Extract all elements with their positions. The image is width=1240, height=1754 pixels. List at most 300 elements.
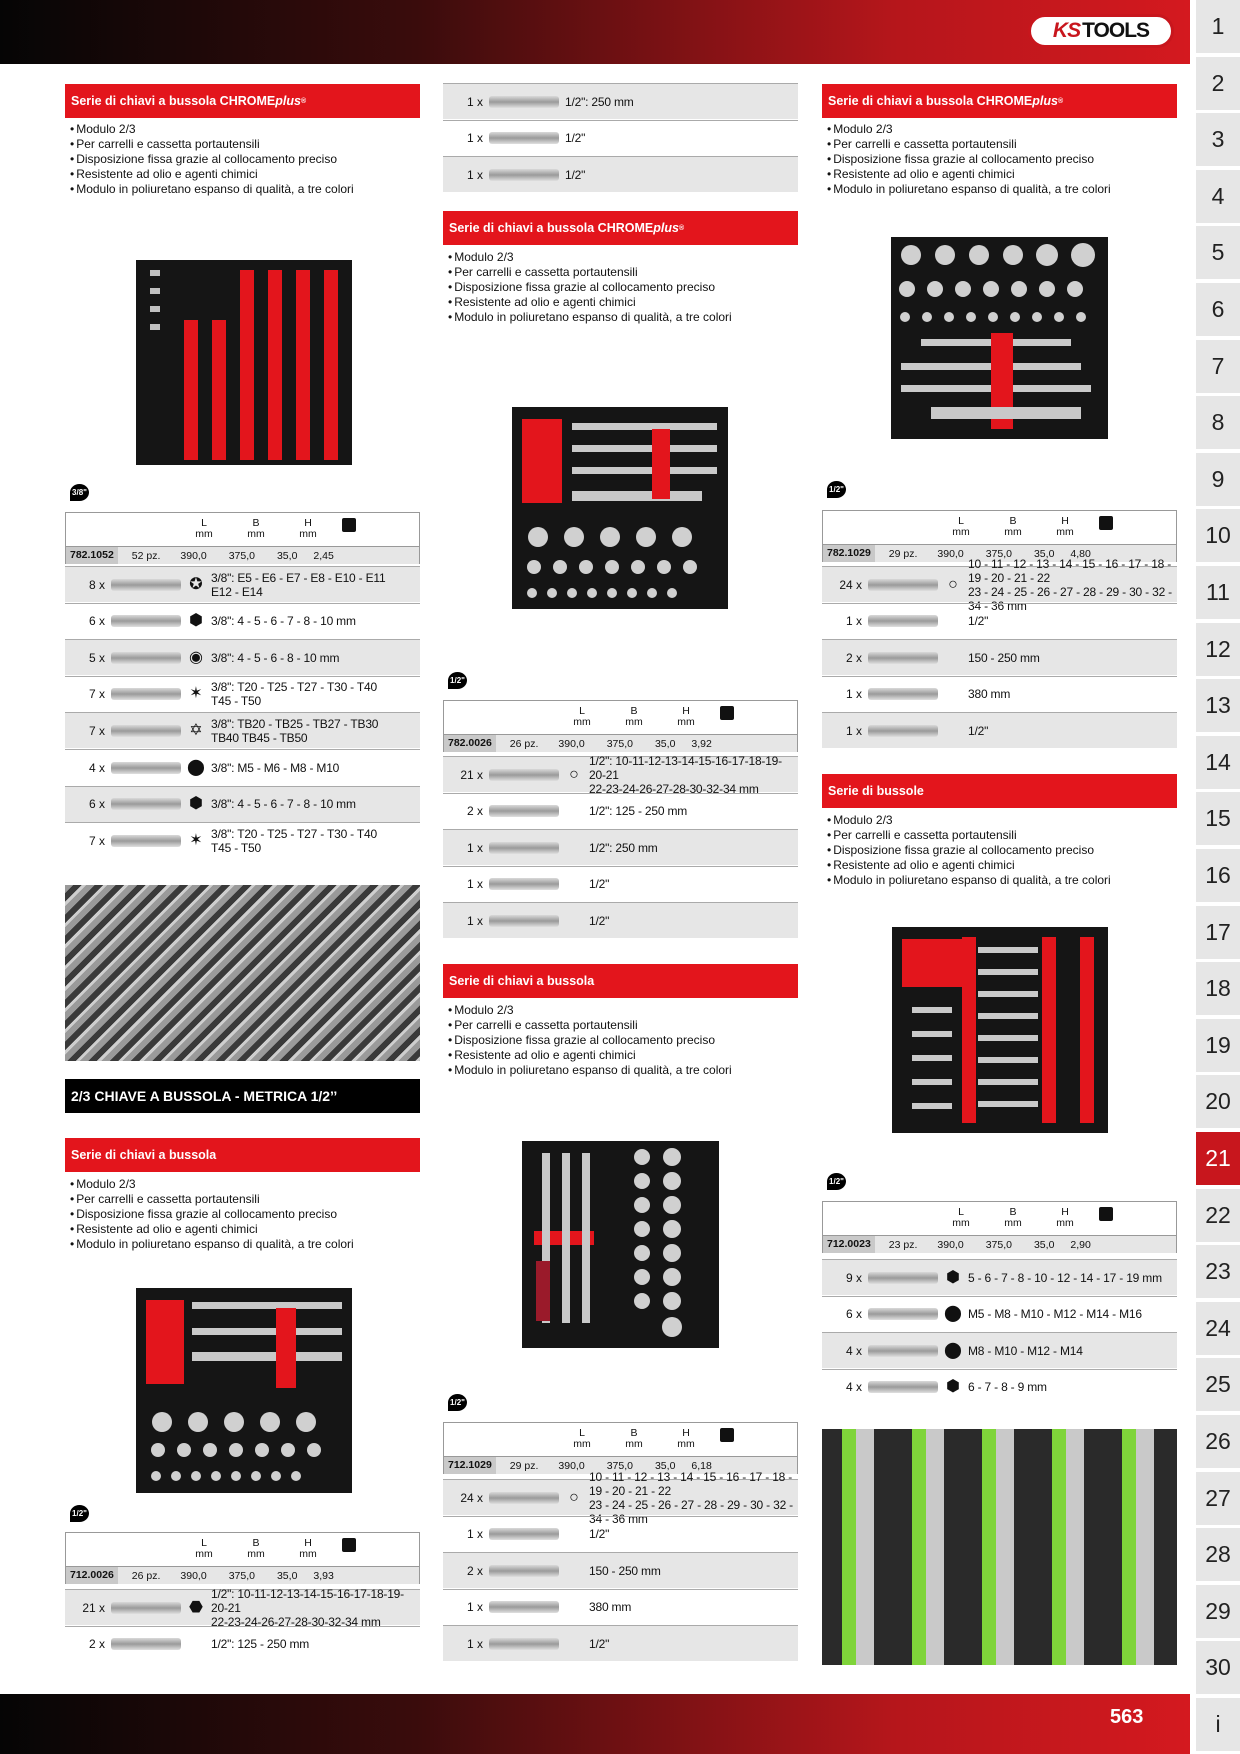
feature-item: • Per carrelli e cassetta portautensili [827,137,1177,152]
chapter-tab-2[interactable]: 2 [1196,57,1240,110]
description-line: 1/2" [968,614,989,629]
quantity: 1 x [466,1636,483,1651]
col-b [993,1207,1033,1229]
chapter-tab-11[interactable]: 11 [1196,566,1240,619]
description-line: 3/8": 4 - 5 - 6 - 7 - 8 - 10 mm [211,614,356,629]
tool-image [489,1638,559,1650]
feature-item: • Resistente ad olio e agenti chimici [70,167,420,182]
feature-item: • Resistente ad olio e agenti chimici [827,858,1177,873]
col-b [614,706,654,728]
spec-header [66,1533,419,1567]
feature-item: • Modulo 2/3 [70,122,420,137]
feature-item: • Per carrelli e cassetta portautensili [448,265,798,280]
item-description [211,680,377,708]
tool-image [111,579,181,591]
col-h [1045,1207,1085,1229]
profile-icon [944,722,962,740]
tool-image [489,1565,559,1577]
quantity: 4 x [845,1343,862,1358]
content-row [443,1552,798,1588]
quantity: 1 x [466,131,483,146]
quantity: 1 x [466,167,483,182]
description-line: 1/2": 125 - 250 mm [211,1637,310,1652]
spec-code: 782.1029 [823,545,875,562]
feature-list [448,250,798,325]
col-unit: mm [195,528,213,540]
tool-image [489,915,559,927]
weight-icon [1099,516,1113,530]
spec-w: 3,93 [313,1569,334,1582]
col-unit: mm [299,1548,317,1560]
feature-item: • Resistente ad olio e agenti chimici [448,1048,798,1063]
weight-icon [1099,1207,1113,1221]
content-row [443,156,798,192]
chapter-tab-30[interactable]: 30 [1196,1641,1240,1694]
profile-icon [565,912,583,930]
quantity: 1 x [466,840,483,855]
content-row [443,829,798,865]
description-line: 5 - 6 - 7 - 8 - 10 - 12 - 14 - 17 - 19 mm [968,1270,1162,1285]
drive-size-badge: 1/2" [827,1173,846,1190]
description-line: 1/2" [565,131,586,146]
item-description [589,754,798,796]
content-row [822,1332,1177,1368]
col-label: B [252,1537,260,1549]
quantity: 1 x [845,614,862,629]
weight-icon [720,706,734,720]
quantity: 7 x [88,833,105,848]
quantity: 1 x [466,1600,483,1615]
product-heading: Serie di chiavi a bussola CHROME plus ® [65,84,420,118]
chapter-tab-6[interactable]: 6 [1196,283,1240,336]
chapter-tab-28[interactable]: 28 [1196,1528,1240,1581]
profile-icon: ✪ [189,575,203,593]
spec-b: 375,0 [228,1569,255,1582]
tool-image [489,1492,559,1504]
profile-icon: ⬢ [189,795,203,813]
spec-l: 390,0 [937,1238,964,1251]
spec-h: 35,0 [1033,1238,1055,1251]
drive-size-badge: 1/2" [70,1505,89,1522]
profile-icon [187,1635,205,1653]
item-description [211,1587,420,1629]
product-heading: Serie di chiavi a bussola CHROME plus ® [822,84,1177,118]
chapter-tab-16[interactable]: 16 [1196,849,1240,902]
quantity: 1 x [466,94,483,109]
spec-b: 375,0 [228,549,255,562]
item-description [211,571,385,599]
col-h [666,706,706,728]
content-row [65,712,420,748]
description-line: M5 - M8 - M10 - M12 - M14 - M16 [968,1307,1142,1322]
spec-l: 390,0 [558,737,585,750]
feature-item: • Modulo in poliuretano espanso di qualità, a tre colori [448,310,798,325]
chapter-tab-24[interactable]: 24 [1196,1302,1240,1355]
tool-image [868,1345,938,1357]
feature-item: • Modulo in poliuretano espanso di qualità, a tre colori [70,182,420,197]
chapter-tab-i[interactable]: i [1196,1698,1240,1751]
profile-icon [565,1525,583,1543]
chapter-tab-20[interactable]: 20 [1196,1075,1240,1128]
profile-icon: ○ [569,1488,579,1506]
col-l [184,518,224,540]
description-line: 3/8": E5 - E6 - E7 - E8 - E10 - E11 [211,570,386,585]
feature-list [448,1003,798,1078]
item-description [968,1380,1047,1394]
col-h [288,1538,328,1560]
feature-item: • Disposizione fissa grazie al collocamento preciso [70,1207,420,1222]
chapter-tab-18[interactable]: 18 [1196,962,1240,1015]
content-row [822,1296,1177,1332]
col-l [941,516,981,538]
quantity: 7 x [88,687,105,702]
spec-pcs: 52 pz. [131,549,161,562]
content-row [65,639,420,675]
quantity: 1 x [466,877,483,892]
quantity: 6 x [88,614,105,629]
product-tray-photo [892,927,1108,1133]
chapter-tab-14[interactable]: 14 [1196,736,1240,789]
feature-item: • Resistente ad olio e agenti chimici [448,295,798,310]
spec-values [66,547,419,564]
quantity: 4 x [88,760,105,775]
tool-image [489,878,559,890]
spec-table [822,1201,1177,1253]
page-number: 563 [1110,1706,1144,1728]
item-description [589,877,609,891]
item-description [968,1344,1083,1358]
sockets-display-photo [822,1429,1177,1665]
col-label: H [304,517,312,529]
col-unit: mm [247,1548,265,1560]
description-line: 3/8": T20 - T25 - T27 - T30 - T40 [211,826,377,841]
description-line: 1/2": 125 - 250 mm [589,804,688,819]
feature-list [827,813,1177,888]
product-tray-photo [522,1141,719,1348]
description-line: 150 - 250 mm [968,650,1040,665]
description-line: 1/2" [589,913,610,928]
tool-image [111,798,181,810]
content-row [65,1626,420,1662]
content-row [443,120,798,156]
description-line: 1/2": 250 mm [589,840,658,855]
description-line: 22-23-24-26-27-28-30-32-34 mm [211,1614,381,1629]
quantity: 4 x [845,1380,862,1395]
item-description [589,914,609,928]
profile-icon: ⬤ [944,1305,962,1323]
chapter-tab-22[interactable]: 22 [1196,1189,1240,1242]
profile-icon: ⬢ [946,1378,960,1396]
feature-item: • Modulo 2/3 [448,1003,798,1018]
top-banner [0,0,1190,64]
tool-image [111,835,181,847]
content-row [822,1259,1177,1295]
description-line: M8 - M10 - M12 - M14 [968,1343,1083,1358]
spec-header [444,1423,797,1457]
chapter-tab-21[interactable]: 21 [1196,1132,1240,1185]
content-row [443,866,798,902]
chapter-tab-29[interactable]: 29 [1196,1585,1240,1638]
spec-header [66,513,419,547]
description-line: 10 - 11 - 12 - 13 - 14 - 15 - 16 - 17 - 18 - 19 - 20 - 21 - 22 [968,556,1172,585]
item-description [968,1271,1162,1285]
spec-values [444,735,797,752]
description-line: 1/2" [565,167,586,182]
chapter-tab-13[interactable]: 13 [1196,679,1240,732]
chapter-tab-15[interactable]: 15 [1196,792,1240,845]
feature-item: • Disposizione fissa grazie al collocamento preciso [448,280,798,295]
tool-image [111,688,181,700]
quantity: 21 x [82,1600,105,1615]
spec-values [823,1236,1176,1253]
spec-code: 712.1029 [444,1457,496,1474]
drive-size-badge: 1/2" [448,1394,467,1411]
spec-table [65,1532,420,1584]
description-line: 1/2": 10-11-12-13-14-15-16-17-18-19-20-21 [211,1586,404,1615]
tool-image [868,615,938,627]
product-tray-photo [512,407,728,609]
spec-b: 375,0 [606,737,633,750]
description-line: 3/8": T20 - T25 - T27 - T30 - T40 [211,680,377,695]
chapter-tab-10[interactable]: 10 [1196,509,1240,562]
col-unit: mm [952,1217,970,1229]
col-h [666,1428,706,1450]
col-label: B [630,1427,638,1439]
col-b [236,1538,276,1560]
quantity: 1 x [466,913,483,928]
col-unit: mm [1056,526,1074,538]
col-label: B [1009,1206,1017,1218]
tool-image [489,1528,559,1540]
sockets-pile-photo [65,885,420,1061]
quantity: 24 x [839,577,862,592]
chapter-tab-12[interactable]: 12 [1196,623,1240,676]
content-row [443,902,798,938]
quantity: 1 x [845,687,862,702]
description-line: 3/8": TB20 - TB25 - TB27 - TB30 [211,716,379,731]
weight-icon [720,1428,734,1442]
col-h [1045,516,1085,538]
spec-pcs: 26 pz. [509,737,539,750]
spec-code: 712.0023 [823,1236,875,1253]
drive-size-badge: 1/2" [448,672,467,689]
description-line: 3/8": 4 - 5 - 6 - 8 - 10 mm [211,650,340,665]
feature-item: • Disposizione fissa grazie al collocamento preciso [827,843,1177,858]
profile-icon [565,839,583,857]
col-label: H [1061,1206,1069,1218]
quantity: 2 x [88,1637,105,1652]
content-row [65,1586,420,1629]
content-row [443,1625,798,1661]
spec-w: 3,92 [691,737,712,750]
quantity: 21 x [460,767,483,782]
spec-w: 2,90 [1070,1238,1091,1251]
tool-image [489,132,559,144]
item-description [589,841,658,855]
chapter-tab-1[interactable]: 1 [1196,0,1240,53]
feature-item: • Per carrelli e cassetta portautensili [70,1192,420,1207]
item-description [968,724,988,738]
item-description [589,1600,631,1614]
chapter-tab-5[interactable]: 5 [1196,226,1240,279]
drive-size-badge: 3/8" [70,484,89,501]
profile-icon [565,1562,583,1580]
content-row [65,603,420,639]
quantity: 6 x [88,797,105,812]
spec-h: 35,0 [1033,547,1055,560]
feature-item: • Modulo in poliuretano espanso di qualità, a tre colori [827,182,1177,197]
col-unit: mm [677,716,695,728]
col-label: H [1061,515,1069,527]
profile-icon: ◉ [189,648,203,666]
feature-item: • Modulo 2/3 [827,122,1177,137]
item-description [565,168,585,182]
feature-list [70,1177,420,1252]
description-line: 3/8": 4 - 5 - 6 - 7 - 8 - 10 mm [211,797,356,812]
feature-item: • Modulo in poliuretano espanso di qualità, a tre colori [827,873,1177,888]
profile-icon: ⬣ [189,1598,203,1616]
content-row [822,639,1177,675]
spec-b: 375,0 [985,547,1012,560]
spec-code: 782.0026 [444,735,496,752]
tool-image [111,762,181,774]
spec-code: 712.0026 [66,1567,118,1584]
profile-icon: ⬢ [189,612,203,630]
spec-header [823,1202,1176,1236]
col-unit: mm [625,716,643,728]
item-description [211,651,339,665]
chapter-tabs [1196,0,1240,1754]
profile-icon: ✶ [189,685,203,703]
chapter-tab-27[interactable]: 27 [1196,1472,1240,1525]
feature-item: • Modulo in poliuretano espanso di qualità, a tre colori [448,1063,798,1078]
chapter-tab-26[interactable]: 26 [1196,1415,1240,1468]
spec-table [443,1422,798,1474]
spec-w: 2,45 [313,549,334,562]
tool-image [868,688,938,700]
content-row [65,822,420,858]
col-unit: mm [573,1438,591,1450]
weight-icon [342,1538,356,1552]
col-unit: mm [299,528,317,540]
feature-item: • Disposizione fissa grazie al collocamento preciso [448,1033,798,1048]
spec-code: 782.1052 [66,547,118,564]
spec-header [444,701,797,735]
chapter-tab-19[interactable]: 19 [1196,1019,1240,1072]
feature-item: • Resistente ad olio e agenti chimici [70,1222,420,1237]
item-description [589,1637,609,1651]
item-description [589,1527,609,1541]
item-description [565,95,634,109]
description-line: 3/8": M5 - M6 - M8 - M10 [211,760,340,775]
spec-h: 35,0 [654,1459,676,1472]
description-line: 1/2" [589,877,610,892]
tool-image [868,1381,938,1393]
ks-tools-logo: KS TOOLS [1028,14,1174,48]
product-heading: Serie di bussole [822,774,1177,808]
profile-icon: ⬤ [944,1341,962,1359]
description-line: 1/2" [589,1636,610,1651]
feature-list [70,122,420,197]
description-line: 23 - 24 - 25 - 26 - 27 - 28 - 29 - 30 - 32 - 34 - 36 mm [589,1497,793,1526]
tool-image [489,842,559,854]
spec-header [823,511,1176,545]
col-l [562,706,602,728]
item-description [968,687,1010,701]
chapter-tab-7[interactable]: 7 [1196,340,1240,393]
content-row [65,786,420,822]
quantity: 7 x [88,723,105,738]
tool-image [489,769,559,781]
spec-table [443,700,798,752]
col-label: L [958,1206,964,1218]
spec-pcs: 26 pz. [131,1569,161,1582]
feature-item: • Per carrelli e cassetta portautensili [448,1018,798,1033]
item-description [211,1637,309,1651]
content-row [443,1516,798,1552]
item-description [565,131,585,145]
chapter-tab-4[interactable]: 4 [1196,170,1240,223]
item-description [968,651,1040,665]
content-row [65,566,420,602]
spec-l: 390,0 [558,1459,585,1472]
profile-icon: ⬢ [946,1268,960,1286]
tool-image [489,169,559,181]
content-row [822,603,1177,639]
item-description [211,797,356,811]
tool-image [868,1272,938,1284]
col-label: H [682,1427,690,1439]
tool-image [489,96,559,108]
description-line: 6 - 7 - 8 - 9 mm [968,1380,1047,1395]
chapter-tab-23[interactable]: 23 [1196,1245,1240,1298]
spec-b: 375,0 [985,1238,1012,1251]
product-tray-photo [891,237,1108,439]
description-line: 22-23-24-26-27-28-30-32-34 mm [589,781,759,796]
chapter-tab-3[interactable]: 3 [1196,113,1240,166]
product-heading: Serie di chiavi a bussola [443,964,798,998]
description-line: 23 - 24 - 25 - 26 - 27 - 28 - 29 - 30 - 32 - 34 - 36 mm [968,584,1172,613]
chapter-tab-25[interactable]: 25 [1196,1358,1240,1411]
profile-icon: ⬤ [187,758,205,776]
spec-pcs: 29 pz. [888,547,918,560]
col-b [614,1428,654,1450]
description-line: T45 - T50 [211,694,262,709]
chapter-tab-17[interactable]: 17 [1196,906,1240,959]
chapter-tab-8[interactable]: 8 [1196,396,1240,449]
col-unit: mm [247,528,265,540]
tool-image [111,652,181,664]
spec-w: 6,18 [691,1459,712,1472]
content-row [443,1589,798,1625]
content-row [822,1369,1177,1405]
chapter-tab-9[interactable]: 9 [1196,453,1240,506]
content-row [443,83,798,119]
col-unit: mm [195,1548,213,1560]
item-description [968,614,988,628]
tool-image [111,1638,181,1650]
item-description [589,804,687,818]
col-unit: mm [677,1438,695,1450]
description-line: T45 - T50 [211,840,262,855]
spec-h: 35,0 [654,737,676,750]
spec-table [822,510,1177,562]
item-description [211,614,356,628]
col-unit: mm [952,526,970,538]
col-b [993,516,1033,538]
col-h [288,518,328,540]
col-label: L [579,1427,585,1439]
